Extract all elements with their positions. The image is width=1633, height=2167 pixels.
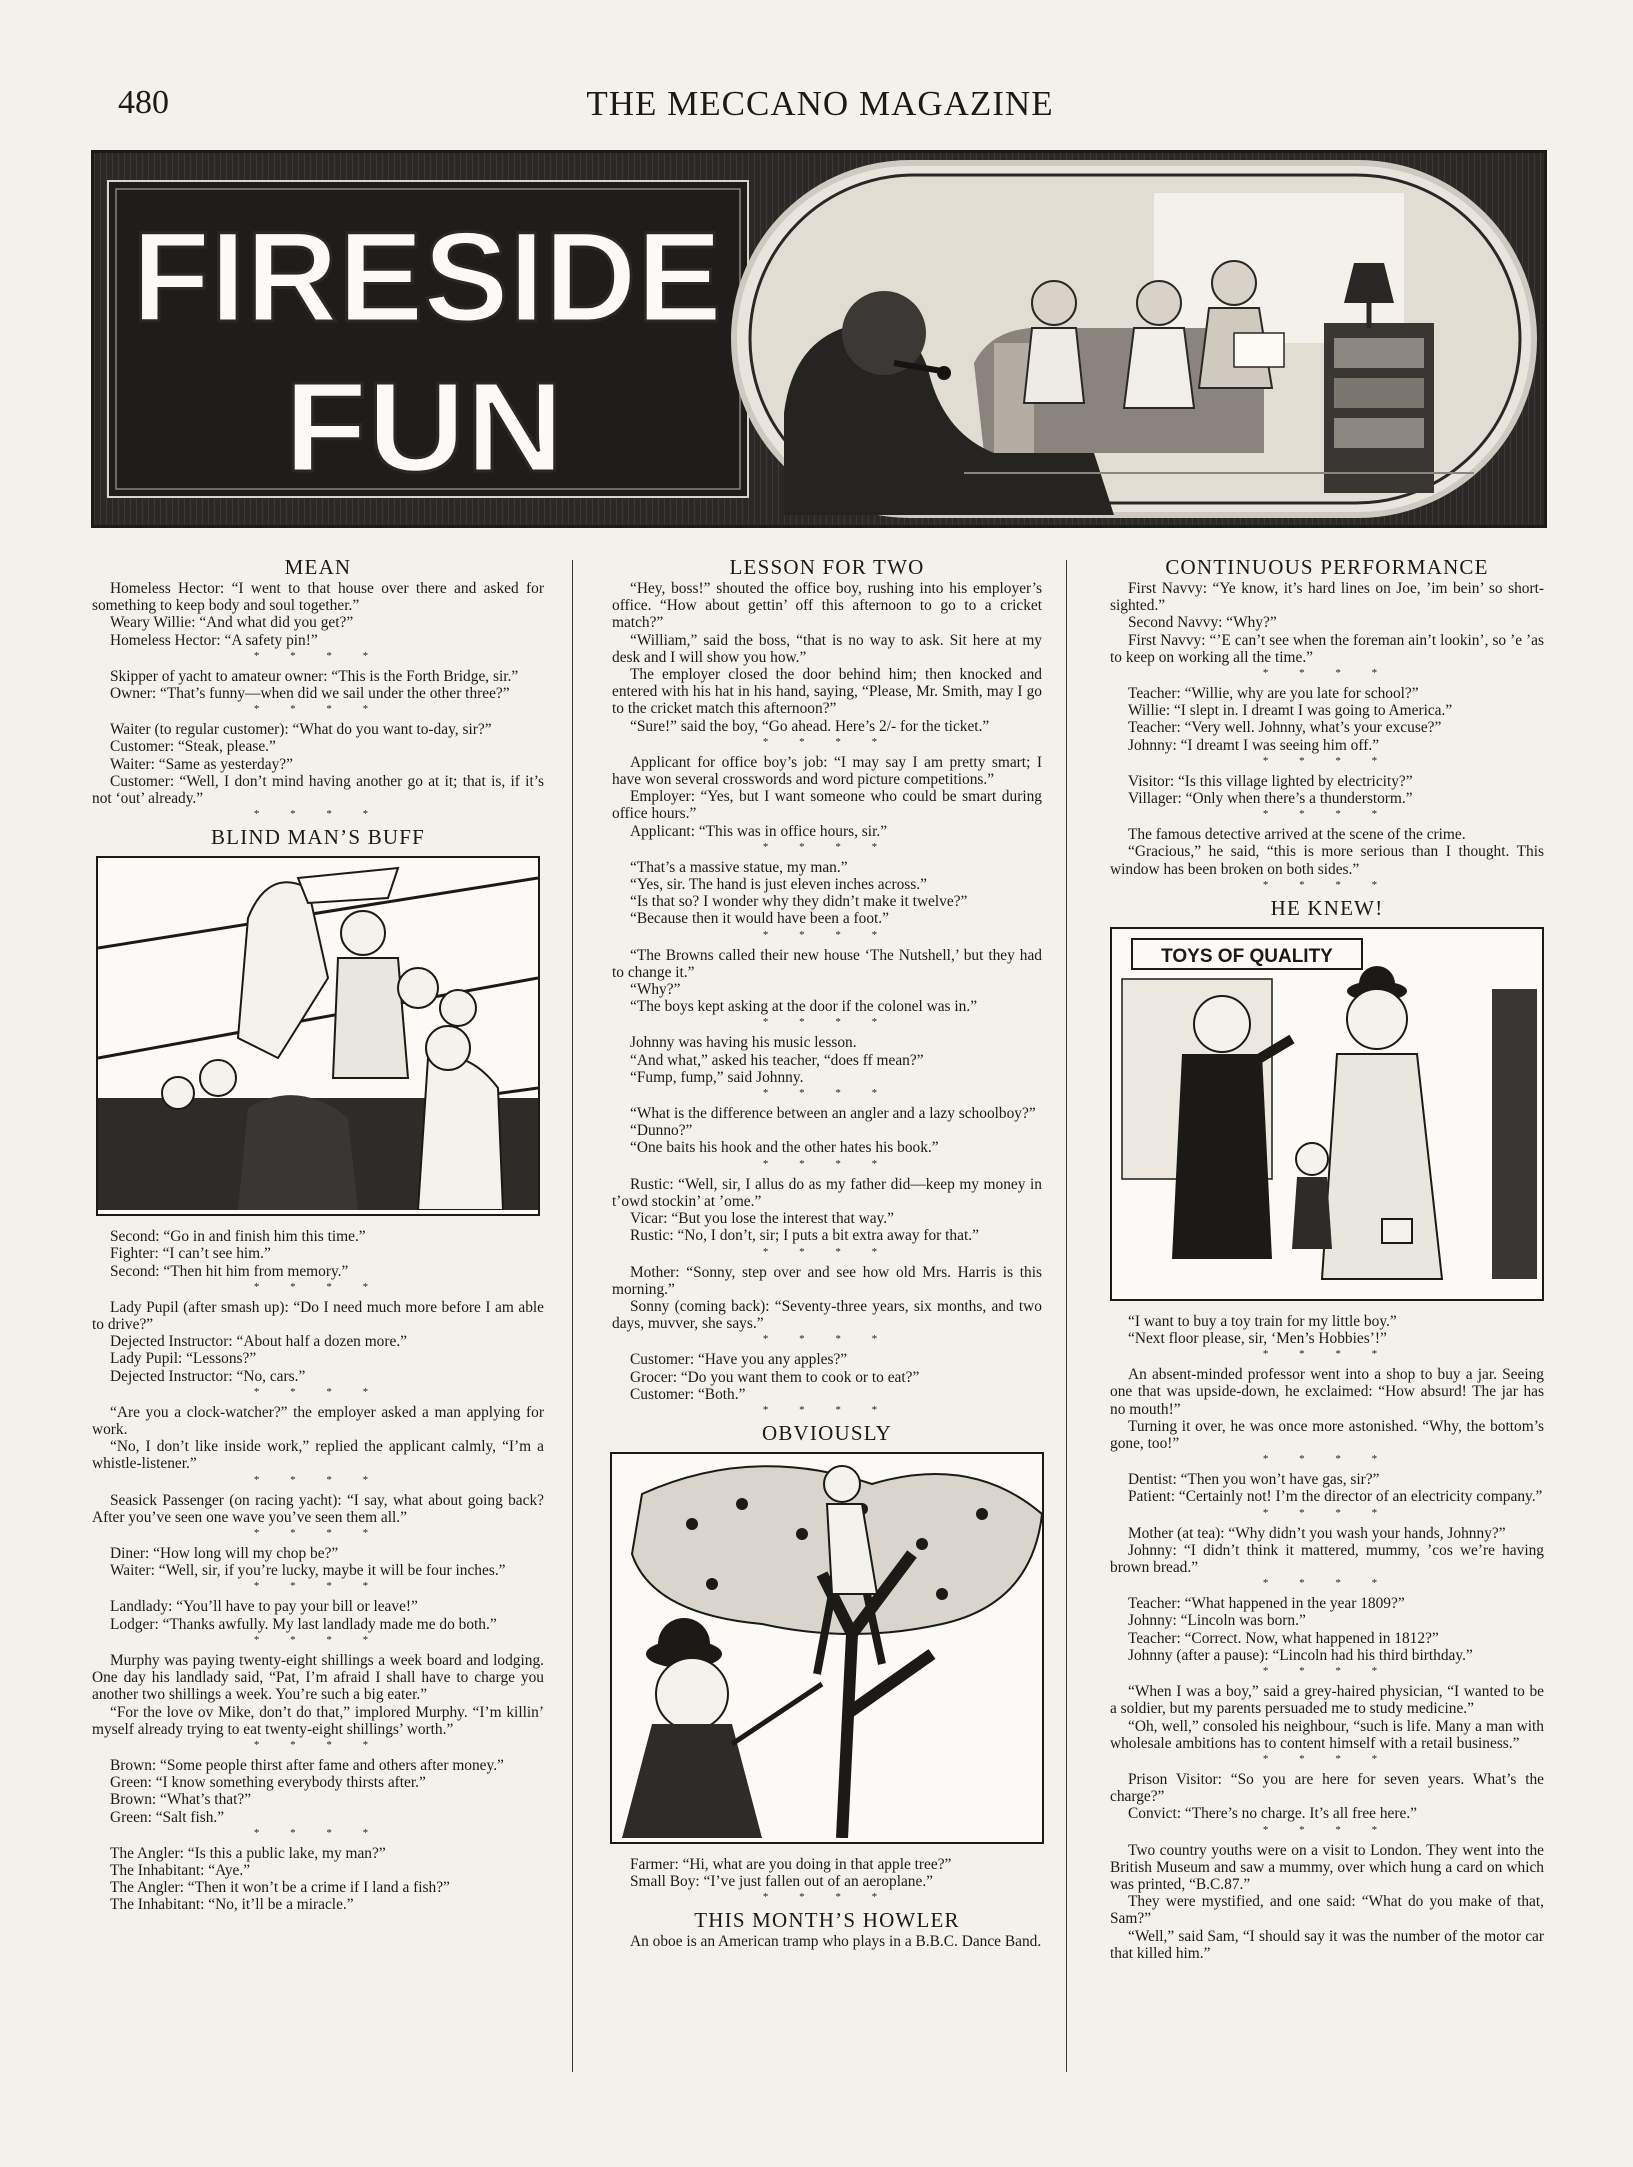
joke-paragraph: Two country youths were on a visit to London. They went into the British Museum and saw a mummy, over which hung a card on which was printed, “B.C.87.” [1110,1841,1544,1893]
joke-separator: * * * * [762,1157,892,1170]
joke-paragraph: “When I was a boy,” said a grey-haired physician, “I wanted to be a soldier, but my parents persuaded me to study medicine.” [1110,1683,1544,1718]
joke-paragraph: “Yes, sir. The hand is just eleven inches across.” [630,876,927,894]
joke-paragraph: “Are you a clock-watcher?” the employer asked a man applying for work. [92,1403,544,1439]
joke-paragraph: Second Navvy: “Why?” [1128,614,1277,632]
joke-paragraph: Green: “I know something everybody thirsts after.” [110,1774,426,1792]
joke-paragraph: Convict: “There’s no charge. It’s all free here.” [1128,1805,1418,1823]
joke-paragraph: Johnny: “I didn’t think it mattered, mummy, ’cos we’re having brown bread.” [1110,1541,1544,1577]
column-middle [612,554,1042,1951]
joke-separator: * * * * [253,1280,383,1293]
joke-paragraph: “No, I don’t like inside work,” replied the applicant calmly, “I’m a whistle-listener.” [92,1438,544,1473]
joke-paragraph: Dentist: “Then you won’t have gas, sir?” [1128,1471,1380,1489]
joke-separator: * * * * [1262,1752,1392,1765]
joke-paragraph: Brown: “What’s that?” [110,1791,252,1809]
joke-paragraph: “Well,” said Sam, “I should say it was the number of the motor car that killed him.” [1110,1927,1544,1962]
joke-separator: * * * * [762,1016,892,1029]
joke-paragraph: They were mystified, and one said: “What do you make of that, Sam?” [1110,1893,1544,1928]
joke-paragraph: Teacher: “Willie, why are you late for school?” [1128,685,1419,703]
column-left [92,554,544,1914]
joke-separator: * * * * [253,1473,383,1486]
joke-paragraph: Homeless Hector: “A safety pin!” [110,631,318,649]
joke-separator: * * * * [1262,1577,1392,1590]
blind-mans-buff-cartoon [96,856,540,1216]
joke-paragraph: Rustic: “No, I don’t, sir; I puts a bit extra away for that.” [630,1227,979,1245]
joke-paragraph: Customer: “Have you any apples?” [630,1351,848,1369]
joke-paragraph: Waiter: “Well, sir, if you’re lucky, maybe it will be four inches.” [110,1562,506,1580]
banner-title-fireside: FIRESIDE [132,206,722,349]
joke-separator: * * * * [1262,1453,1392,1466]
column-rule-2 [1066,560,1067,2072]
joke-paragraph: The Angler: “Is this a public lake, my man?” [110,1844,386,1862]
joke-separator: * * * * [253,1738,383,1751]
joke-paragraph: The Inhabitant: “No, it’ll be a miracle.” [110,1896,354,1914]
joke-paragraph: An oboe is an American tramp who plays in a B.B.C. Dance Band. [630,1933,1042,1951]
joke-paragraph: Green: “Salt fish.” [110,1808,225,1826]
joke-paragraph: Customer: “Well, I don’t mind having another go at it; that is, if it’s not ‘out’ already.” [92,772,544,808]
joke-paragraph: “I want to buy a toy train for my little boy.” [1128,1312,1397,1330]
joke-paragraph: The employer closed the door behind him; then knocked and entered with his hat in his hand, saying, “Please, Mr. Smith, may I go to the cricket match this afternoon?” [612,666,1042,718]
joke-separator: * * * * [1262,1506,1392,1519]
joke-paragraph: “For the love ov Mike, don’t do that,” implored Murphy. “I’m killin’ myself already trying to eat twenty-eight shillings’ worth.” [92,1703,544,1738]
joke-paragraph: Weary Willie: “And what did you get?” [110,614,354,632]
joke-paragraph: Skipper of yacht to amateur owner: “This is the Forth Bridge, sir.” [110,667,519,685]
joke-paragraph: “William,” said the boss, “that is no way to ask. Sit here at my desk and I will show you how.” [612,631,1042,666]
joke-paragraph: Rustic: “Well, sir, I allus do as my father did—keep my money in t’owd stockin’ at ’ome.” [612,1175,1042,1210]
joke-paragraph: Teacher: “Very well. Johnny, what’s your excuse?” [1128,719,1442,737]
joke-separator: * * * * [762,735,892,748]
joke-paragraph: Murphy was paying twenty-eight shillings a week board and lodging. One day his landlady said, “Pat, I’m afraid I shall have to charge you another two shillings a week. You’re such a big eater.” [92,1651,544,1704]
joke-paragraph: Visitor: “Is this village lighted by electricity?” [1128,772,1413,790]
joke-paragraph: Johnny was having his music lesson. [630,1034,857,1052]
joke-separator: * * * * [253,1527,383,1540]
joke-paragraph: Homeless Hector: “I went to that house over there and asked for something to keep body and soul together.” [92,580,544,615]
column-right [1110,554,1544,1962]
joke-paragraph: Owner: “That’s funny—when did we sail under the other three?” [110,685,510,703]
joke-paragraph: Farmer: “Hi, what are you doing in that apple tree?” [630,1855,952,1873]
joke-paragraph: Johnny (after a pause): “Lincoln had his third birthday.” [1128,1646,1473,1664]
joke-paragraph: An absent-minded professor went into a shop to buy a jar. Seeing one that was upside-down, he exclaimed: “How absurd! The jar has no mouth!” [1110,1366,1544,1418]
joke-paragraph: Vicar: “But you lose the interest that way.” [630,1210,894,1228]
joke-paragraph: Dejected Instructor: “No, cars.” [110,1367,306,1385]
joke-paragraph: The famous detective arrived at the scene of the crime. [1128,826,1466,844]
joke-paragraph: Sonny (coming back): “Seventy-three years, six months, and two days, muvver, she says.” [612,1297,1042,1333]
column-rule-1 [572,560,573,2072]
shop-sign: TOYS OF QUALITY [1161,945,1333,967]
joke-paragraph: “And what,” asked his teacher, “does ff mean?” [630,1051,924,1069]
joke-separator: * * * * [253,808,383,821]
joke-paragraph: Grocer: “Do you want them to cook or to eat?” [630,1368,920,1386]
joke-paragraph: Teacher: “What happened in the year 1809?” [1128,1595,1405,1613]
joke-paragraph: Employer: “Yes, but I want someone who could be smart during office hours.” [612,788,1042,823]
joke-paragraph: Prison Visitor: “So you are here for seven years. What’s the charge?” [1110,1770,1544,1806]
joke-paragraph: Customer: “Both.” [630,1385,746,1403]
joke-separator: * * * * [1262,878,1392,891]
section-heading: MEAN [284,555,352,579]
joke-paragraph: “Next floor please, sir, ‘Men’s Hobbies’!” [1128,1330,1387,1348]
joke-separator: * * * * [1262,1348,1392,1361]
joke-separator: * * * * [1262,1823,1392,1836]
section-heading: THIS MONTH’S HOWLER [694,1908,960,1933]
joke-paragraph: Willie: “I slept in. I dreamt I was going to America.” [1128,702,1453,720]
joke-separator: * * * * [253,703,383,716]
joke-separator: * * * * [762,1891,892,1904]
joke-paragraph: “Why?” [630,981,681,999]
joke-paragraph: Teacher: “Correct. Now, what happened in 1812?” [1128,1629,1439,1647]
joke-paragraph: Mother: “Sonny, step over and see how old Mrs. Harris is this morning.” [612,1263,1042,1298]
joke-paragraph: Second: “Go in and finish him this time.” [110,1228,366,1246]
joke-separator: * * * * [253,1385,383,1398]
joke-paragraph: Villager: “Only when there’s a thunderstorm.” [1128,790,1413,808]
joke-separator: * * * * [253,1826,383,1839]
joke-paragraph: “Is that so? I wonder why they didn’t make it twelve?” [630,893,968,911]
joke-paragraph: “Oh, well,” consoled his neighbour, “such is life. Many a man with wholesale ambitions has to content himself with a retail business.” [1110,1717,1544,1752]
joke-separator: * * * * [762,840,892,853]
joke-paragraph: “The Browns called their new house ‘The Nutshell,’ but they had to change it.” [612,946,1042,981]
joke-paragraph: Second: “Then hit him from memory.” [110,1262,349,1280]
banner-title-art [94,153,754,525]
joke-paragraph: Landlady: “You’ll have to pay your bill or leave!” [110,1598,418,1616]
joke-paragraph: “What is the difference between an angler and a lazy schoolboy?” [630,1105,1036,1123]
joke-separator: * * * * [1262,667,1392,680]
section-heading: BLIND MAN’S BUFF [210,825,426,850]
joke-separator: * * * * [253,1633,383,1646]
joke-separator: * * * * [1262,754,1392,767]
joke-paragraph: Dejected Instructor: “About half a dozen more.” [110,1333,407,1351]
joke-paragraph: Applicant for office boy’s job: “I may say I am pretty smart; I have won several crosswords and word picture competitions.” [612,753,1042,789]
section-heading: OBVIOUSLY [761,1420,893,1445]
joke-paragraph: “Because then it would have been a foot.” [630,910,889,928]
joke-paragraph: Diner: “How long will my chop be?” [110,1545,339,1563]
joke-paragraph: “The boys kept asking at the door if the colonel was in.” [630,998,978,1016]
joke-separator: * * * * [1262,1665,1392,1678]
joke-separator: * * * * [762,1245,892,1258]
joke-separator: * * * * [253,1580,383,1593]
fireside-fun-banner [91,150,1547,528]
joke-paragraph: Patient: “Certainly not! I’m the director of an electricity company.” [1128,1488,1543,1506]
joke-paragraph: The Inhabitant: “Aye.” [110,1861,251,1879]
joke-paragraph: “Dunno?” [630,1122,693,1140]
section-heading: LESSON FOR TWO [729,555,925,579]
joke-separator: * * * * [1262,808,1392,821]
joke-paragraph: Lady Pupil (after smash up): “Do I need much more before I am able to drive?” [92,1298,544,1334]
section-heading: CONTINUOUS PERFORMANCE [1165,555,1489,579]
joke-paragraph: Applicant: “This was in office hours, sir.” [630,822,888,840]
joke-paragraph: Lodger: “Thanks awfully. My last landlady made me do both.” [110,1615,497,1633]
joke-separator: * * * * [762,1087,892,1100]
joke-paragraph: Seasick Passenger (on racing yacht): “I say, what about going back? After you’ve seen one wave you’ve seen them all.” [92,1491,544,1526]
he-knew-cartoon [1110,927,1544,1301]
section-heading: HE KNEW! [1270,895,1384,920]
banner-title-fun: FUN [284,356,564,499]
page-header [90,84,1550,134]
page-number: 480 [118,84,169,121]
joke-paragraph: First Navvy: “Ye know, it’s hard lines on Joe, ’im bein’ so short-sighted.” [1110,580,1544,615]
joke-paragraph: Turning it over, he was once more astonished. “Why, the bottom’s gone, too!” [1110,1417,1544,1453]
joke-paragraph: “Gracious,” he said, “this is more serious than I thought. This window has been broken on both sides.” [1110,843,1544,878]
joke-paragraph: Johnny: “Lincoln was born.” [1128,1612,1306,1630]
joke-paragraph: Lady Pupil: “Lessons?” [110,1350,257,1368]
joke-paragraph: First Navvy: “’E can’t see when the foreman ain’t lookin’, so ’e ’as to keep on working all the time.” [1110,631,1544,666]
joke-paragraph: The Angler: “Then it won’t be a crime if I land a fish?” [110,1879,450,1897]
joke-separator: * * * * [762,928,892,941]
joke-paragraph: Waiter (to regular customer): “What do you want to-day, sir?” [110,721,492,739]
joke-paragraph: “One baits his hook and the other hates his book.” [630,1139,939,1157]
obviously-cartoon [610,1452,1044,1844]
joke-paragraph: “Hey, boss!” shouted the office boy, rushing into his employer’s office. “How about gettin’ off this afternoon to go to a cricket match?” [612,580,1042,632]
joke-separator: * * * * [253,649,383,662]
joke-paragraph: Customer: “Steak, please.” [110,738,276,756]
joke-separator: * * * * [762,1333,892,1346]
joke-paragraph: “Fump, fump,” said Johnny. [630,1068,804,1086]
joke-paragraph: Johnny: “I dreamt I was seeing him off.” [1128,736,1380,754]
joke-paragraph: Brown: “Some people thirst after fame and others after money.” [110,1756,504,1774]
joke-paragraph: Small Boy: “I’ve just fallen out of an aeroplane.” [630,1873,934,1891]
joke-paragraph: Waiter: “Same as yesterday?” [110,755,293,773]
magazine-title: THE MECCANO MAGAZINE [586,84,1054,123]
joke-paragraph: Fighter: “I can’t see him.” [110,1245,271,1263]
joke-paragraph: “Sure!” said the boy, “Go ahead. Here’s 2/- for the ticket.” [630,717,990,735]
joke-paragraph: “That’s a massive statue, my man.” [630,858,848,876]
joke-separator: * * * * [762,1403,892,1416]
joke-paragraph: Mother (at tea): “Why didn’t you wash your hands, Johnny?” [1128,1524,1506,1542]
